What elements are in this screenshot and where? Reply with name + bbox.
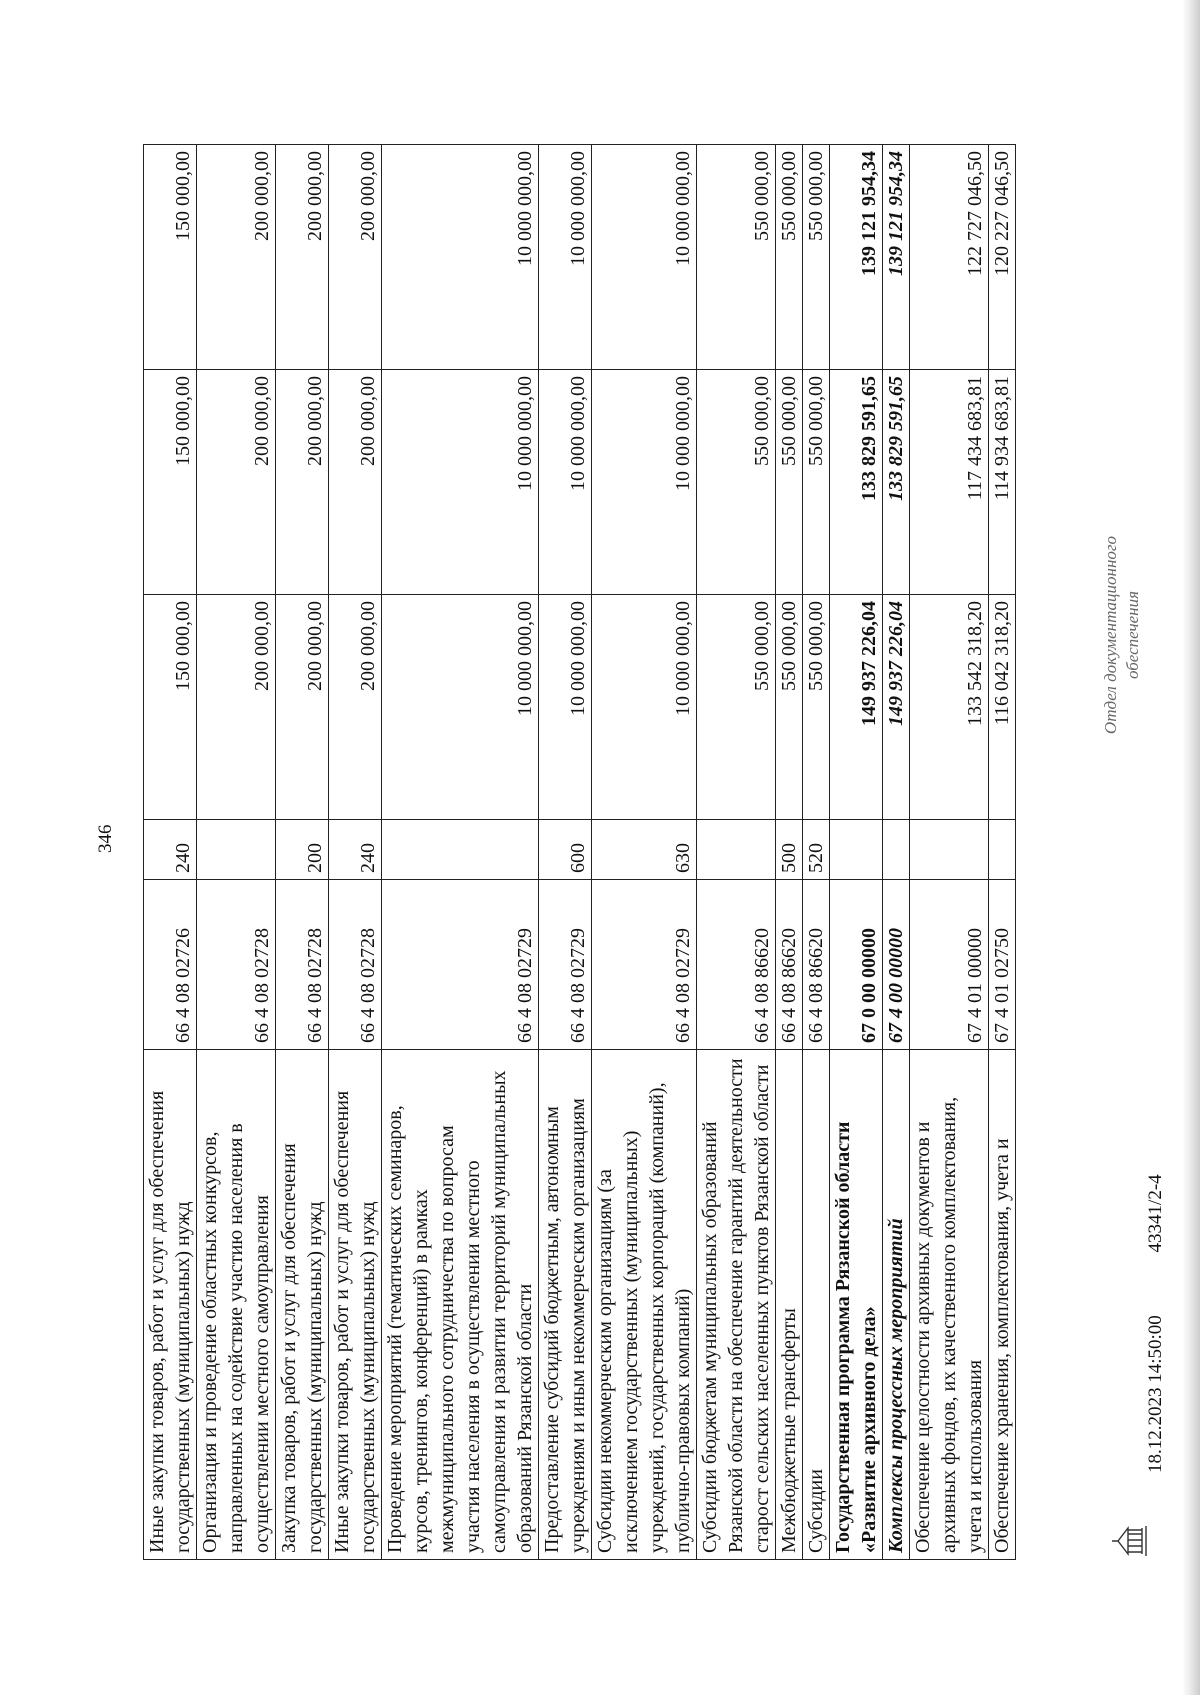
table-row (989, 145, 1016, 1560)
row-name-cell: Закупка товаров, работ и услуг для обеспечения государственных (муниципальных) нужд (276, 1050, 329, 1560)
row-name-cell: Государственная программа Рязанской области «Развитие архивного дела» (830, 1050, 883, 1560)
row-code-cell: 66 4 08 02728 (197, 880, 276, 1050)
row-expense-type-cell: 520 (803, 820, 830, 880)
table-row (883, 145, 910, 1560)
row-code-cell: 66 4 08 02729 (382, 880, 539, 1050)
row-expense-type-cell (830, 820, 883, 880)
row-amount-3-cell: 150 000,00 (144, 145, 197, 370)
table-row (910, 145, 989, 1560)
row-name-cell: Обеспечение хранения, комплектования, учета и (989, 1050, 1016, 1560)
row-name-cell: Субсидии (803, 1050, 830, 1560)
department-stamp (1100, 505, 1144, 765)
row-amount-1-cell: 550 000,00 (776, 595, 803, 820)
table-row (329, 145, 382, 1560)
row-name-cell: Субсидии некоммерческим организациям (за исключением государственных (муниципальных) учреждений, государственных корпораций (компаний), публично-правовых компаний) (592, 1050, 697, 1560)
row-amount-3-cell: 200 000,00 (329, 145, 382, 370)
footer (1145, 1116, 1167, 1473)
emblem-icon (1110, 1522, 1150, 1560)
row-amount-2-cell: 550 000,00 (803, 370, 830, 595)
row-name-cell: Иные закупки товаров, работ и услуг для обеспечения государственных (муниципальных) нужд (144, 1050, 197, 1560)
row-amount-1-cell: 149 937 226,04 (830, 595, 883, 820)
row-expense-type-cell: 630 (592, 820, 697, 880)
row-code-cell: 66 4 08 86620 (776, 880, 803, 1050)
row-expense-type-cell (989, 820, 1016, 880)
row-code-cell: 66 4 08 02726 (144, 880, 197, 1050)
stamp-line-2: обеспечения (1123, 591, 1142, 680)
row-code-cell: 66 4 08 02728 (329, 880, 382, 1050)
row-amount-3-cell: 200 000,00 (197, 145, 276, 370)
row-name-cell: Межбюджетные трансферты (776, 1050, 803, 1560)
footer-doc-id: 43341/2-4 (1145, 1174, 1166, 1253)
row-amount-1-cell: 200 000,00 (276, 595, 329, 820)
row-amount-1-cell: 10 000 000,00 (539, 595, 592, 820)
row-amount-2-cell: 133 829 591,65 (830, 370, 883, 595)
row-expense-type-cell: 500 (776, 820, 803, 880)
table-row (697, 145, 776, 1560)
row-amount-1-cell: 150 000,00 (144, 595, 197, 820)
row-amount-2-cell: 10 000 000,00 (592, 370, 697, 595)
table-row (197, 145, 276, 1560)
row-amount-1-cell: 149 937 226,04 (883, 595, 910, 820)
row-expense-type-cell (910, 820, 989, 880)
row-amount-3-cell: 139 121 954,34 (883, 145, 910, 370)
row-amount-2-cell: 200 000,00 (197, 370, 276, 595)
stamp-line-1: Отдел документационного (1101, 535, 1120, 735)
row-code-cell: 67 0 00 00000 (830, 880, 883, 1050)
row-name-cell: Субсидии бюджетам муниципальных образований Рязанской области на обеспечение гарантий деятельности старост сельских населенных пунктов Рязанской области (697, 1050, 776, 1560)
row-name-cell: Предоставление субсидий бюджетным, автономным учреждениям и иным некоммерческим организациям (539, 1050, 592, 1560)
table-row (776, 145, 803, 1560)
row-name-cell: Иные закупки товаров, работ и услуг для обеспечения государственных (муниципальных) нужд (329, 1050, 382, 1560)
row-name-cell: Обеспечение целостности архивных документов и архивных фондов, их качественного комплектования, учета и использования (910, 1050, 989, 1560)
row-name-cell: Организация и проведение областных конкурсов, направленных на содействие участию населения в осуществлении местного самоуправления (197, 1050, 276, 1560)
row-amount-2-cell: 550 000,00 (697, 370, 776, 595)
table-row (592, 145, 697, 1560)
row-code-cell: 66 4 08 86620 (803, 880, 830, 1050)
row-expense-type-cell (883, 820, 910, 880)
table-row (382, 145, 539, 1560)
row-name-cell: Проведение мероприятий (тематических семинаров, курсов, тренингов, конференций) в рамках межмуниципального сотрудничества по вопросам участия населения в осуществлении местного самоуправления и развитии территорий муниципальных образований Рязанской области (382, 1050, 539, 1560)
table-row (539, 145, 592, 1560)
row-amount-2-cell: 117 434 683,81 (910, 370, 989, 595)
row-amount-2-cell: 133 829 591,65 (883, 370, 910, 595)
row-code-cell: 66 4 08 02728 (276, 880, 329, 1050)
row-amount-1-cell: 200 000,00 (197, 595, 276, 820)
row-amount-3-cell: 200 000,00 (276, 145, 329, 370)
row-amount-2-cell: 200 000,00 (329, 370, 382, 595)
row-amount-3-cell: 10 000 000,00 (539, 145, 592, 370)
row-amount-2-cell: 550 000,00 (776, 370, 803, 595)
table-row (803, 145, 830, 1560)
row-amount-1-cell: 10 000 000,00 (592, 595, 697, 820)
row-code-cell: 66 4 08 02729 (539, 880, 592, 1050)
row-amount-2-cell: 150 000,00 (144, 370, 197, 595)
table-row (144, 145, 197, 1560)
row-code-cell: 67 4 00 00000 (883, 880, 910, 1050)
table-row (276, 145, 329, 1560)
footer-date: 18.12.2023 14:50:00 (1145, 1315, 1166, 1473)
row-amount-2-cell: 10 000 000,00 (382, 370, 539, 595)
row-expense-type-cell: 600 (539, 820, 592, 880)
row-expense-type-cell: 240 (329, 820, 382, 880)
row-amount-1-cell: 116 042 318,20 (989, 595, 1016, 820)
row-amount-3-cell: 10 000 000,00 (592, 145, 697, 370)
row-expense-type-cell: 200 (276, 820, 329, 880)
row-expense-type-cell (382, 820, 539, 880)
row-amount-3-cell: 10 000 000,00 (382, 145, 539, 370)
row-code-cell: 66 4 08 86620 (697, 880, 776, 1050)
row-amount-3-cell: 550 000,00 (776, 145, 803, 370)
row-expense-type-cell (697, 820, 776, 880)
table-row (830, 145, 883, 1560)
row-amount-3-cell: 120 227 046,50 (989, 145, 1016, 370)
row-amount-1-cell: 200 000,00 (329, 595, 382, 820)
row-amount-3-cell: 550 000,00 (803, 145, 830, 370)
row-expense-type-cell (197, 820, 276, 880)
row-amount-3-cell: 550 000,00 (697, 145, 776, 370)
budget-table (143, 144, 1016, 1560)
row-amount-2-cell: 200 000,00 (276, 370, 329, 595)
row-amount-3-cell: 122 727 046,50 (910, 145, 989, 370)
row-code-cell: 67 4 01 02750 (989, 880, 1016, 1050)
row-amount-2-cell: 114 934 683,81 (989, 370, 1016, 595)
row-amount-1-cell: 550 000,00 (803, 595, 830, 820)
row-amount-1-cell: 133 542 318,20 (910, 595, 989, 820)
row-amount-1-cell: 550 000,00 (697, 595, 776, 820)
row-amount-3-cell: 139 121 954,34 (830, 145, 883, 370)
row-amount-1-cell: 10 000 000,00 (382, 595, 539, 820)
row-expense-type-cell: 240 (144, 820, 197, 880)
row-code-cell: 66 4 08 02729 (592, 880, 697, 1050)
row-code-cell: 67 4 01 00000 (910, 880, 989, 1050)
row-name-cell: Комплексы процессных мероприятий (883, 1050, 910, 1560)
row-amount-2-cell: 10 000 000,00 (539, 370, 592, 595)
page-number: 346 (95, 824, 116, 853)
